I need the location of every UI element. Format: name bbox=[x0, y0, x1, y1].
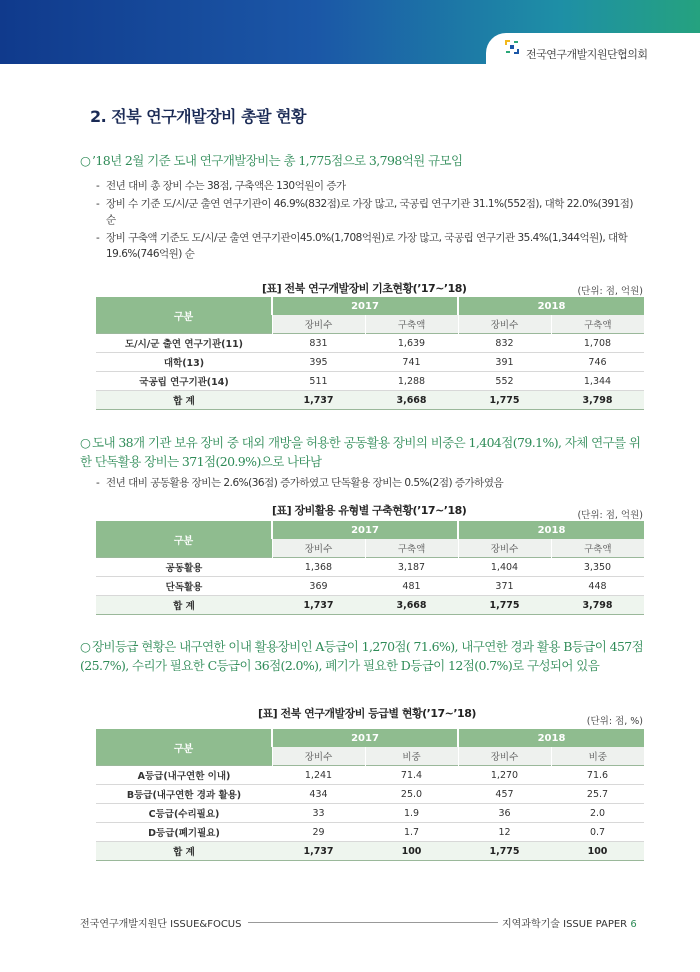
table-header-group: 구분 bbox=[96, 297, 272, 334]
table-header-year: 2018 bbox=[458, 297, 644, 315]
point-1 bbox=[80, 151, 650, 170]
cell: 29 bbox=[272, 823, 365, 842]
table-header-sub: 비중 bbox=[365, 747, 458, 766]
table-header-sub: 구축액 bbox=[365, 315, 458, 334]
footer-right bbox=[502, 915, 637, 930]
cell: 391 bbox=[458, 353, 551, 372]
cell: 25.0 bbox=[365, 785, 458, 804]
table-total-row bbox=[96, 391, 644, 410]
table-row bbox=[96, 766, 644, 785]
bullet-item: - 전년 대비 총 장비 수는 38점, 구축액은 130억원이 증가 bbox=[96, 178, 644, 194]
point-3-text: 장비등급 현황은 내구연한 이내 활용장비인 A등급이 1,270점( 71.6%), 내구연한 경과 활용 B등급이 457점(25.7%), 수리가 필요한 C등급이 36점(2.0%), 폐기가 필요한 D등급이 12점(0.7%)로 구성되어 있음 bbox=[80, 639, 644, 673]
table-2 bbox=[96, 521, 644, 615]
table-3-caption: [표] 전북 연구개발장비 등급별 현황(’17~’18) bbox=[258, 707, 476, 720]
table-row bbox=[96, 823, 644, 842]
cell: 481 bbox=[365, 577, 458, 596]
table-header-year: 2017 bbox=[272, 521, 458, 539]
total-label: 합 계 bbox=[96, 391, 272, 410]
cell: 36 bbox=[458, 804, 551, 823]
cell: 0.7 bbox=[551, 823, 644, 842]
table-header-sub: 장비수 bbox=[458, 747, 551, 766]
section-title: 2. 전북 연구개발장비 총괄 현황 bbox=[90, 107, 306, 126]
table-3 bbox=[96, 729, 644, 861]
header-org-tab bbox=[486, 33, 700, 70]
table-3-unit: (단위: 점, %) bbox=[586, 716, 643, 727]
cell: 1,737 bbox=[272, 842, 365, 861]
table-total-row bbox=[96, 842, 644, 861]
row-label: 단독활용 bbox=[96, 577, 272, 596]
cell: 3,798 bbox=[551, 391, 644, 410]
table-row bbox=[96, 372, 644, 391]
cell: 33 bbox=[272, 804, 365, 823]
point-1-text: ’18년 2월 기준 도내 연구개발장비는 총 1,775점으로 3,798억원 규모임 bbox=[92, 153, 463, 168]
circle-bullet-icon: ○ bbox=[80, 435, 91, 450]
cell: 1,404 bbox=[458, 558, 551, 577]
circle-bullet-icon: ○ bbox=[80, 639, 91, 654]
row-label: D등급(폐기필요) bbox=[96, 823, 272, 842]
cell: 371 bbox=[458, 577, 551, 596]
cell: 3,668 bbox=[365, 596, 458, 615]
point-1-bullets bbox=[96, 178, 644, 264]
cell: 3,350 bbox=[551, 558, 644, 577]
table-row bbox=[96, 353, 644, 372]
cell: 1,708 bbox=[551, 334, 644, 353]
table-header-sub: 장비수 bbox=[272, 747, 365, 766]
cell: 746 bbox=[551, 353, 644, 372]
table-header-sub: 장비수 bbox=[272, 315, 365, 334]
table-header-sub: 장비수 bbox=[272, 539, 365, 558]
point-3 bbox=[80, 637, 650, 675]
table-header-group: 구분 bbox=[96, 521, 272, 558]
row-label: B등급(내구연한 경과 활용) bbox=[96, 785, 272, 804]
table-header-sub: 장비수 bbox=[458, 539, 551, 558]
footer-right-text: 지역과학기술 ISSUE PAPER bbox=[502, 919, 628, 930]
table-1 bbox=[96, 297, 644, 410]
cell: 831 bbox=[272, 334, 365, 353]
row-label: 공동활용 bbox=[96, 558, 272, 577]
total-label: 합 계 bbox=[96, 596, 272, 615]
table-total-row bbox=[96, 596, 644, 615]
table-header-sub: 장비수 bbox=[458, 315, 551, 334]
table-row bbox=[96, 577, 644, 596]
row-label: 대학(13) bbox=[96, 353, 272, 372]
table-row bbox=[96, 334, 644, 353]
cell: 1,775 bbox=[458, 842, 551, 861]
circle-bullet-icon: ○ bbox=[80, 153, 91, 168]
cell: 1.7 bbox=[365, 823, 458, 842]
page-number: 6 bbox=[630, 919, 637, 930]
org-logo-icon bbox=[504, 39, 520, 55]
row-label: A등급(내구연한 이내) bbox=[96, 766, 272, 785]
table-header-year: 2017 bbox=[272, 729, 458, 747]
cell: 369 bbox=[272, 577, 365, 596]
cell: 395 bbox=[272, 353, 365, 372]
cell: 511 bbox=[272, 372, 365, 391]
cell: 100 bbox=[365, 842, 458, 861]
row-label: C등급(수리필요) bbox=[96, 804, 272, 823]
table-2-caption: [표] 장비활용 유형별 구축현황(’17~’18) bbox=[272, 504, 467, 517]
cell: 448 bbox=[551, 577, 644, 596]
cell: 25.7 bbox=[551, 785, 644, 804]
cell: 100 bbox=[551, 842, 644, 861]
cell: 1,270 bbox=[458, 766, 551, 785]
footer-left: 전국연구개발지원단 ISSUE&FOCUS bbox=[80, 919, 242, 930]
cell: 12 bbox=[458, 823, 551, 842]
cell: 1,241 bbox=[272, 766, 365, 785]
table-header-sub: 구축액 bbox=[551, 315, 644, 334]
table-header-sub: 구축액 bbox=[551, 539, 644, 558]
table-row bbox=[96, 785, 644, 804]
table-header-year: 2018 bbox=[458, 521, 644, 539]
org-name: 전국연구개발지원단협의회 bbox=[526, 48, 648, 61]
cell: 457 bbox=[458, 785, 551, 804]
bullet-item: - 장비 구축액 기준도 도/시/군 출연 연구기관이45.0%(1,708억원)로 가장 많고, 국공립 연구기관 35.4%(1,344억원), 대학 19.6%(746억원) 순 bbox=[96, 230, 644, 262]
table-2-unit: (단위: 점, 억원) bbox=[577, 510, 643, 521]
cell: 1.9 bbox=[365, 804, 458, 823]
point-2-text: 도내 38개 기관 보유 장비 중 대외 개방을 허용한 공동활용 장비의 비중은 1,404점(79.1%), 자체 연구를 위한 단독활용 장비는 371점(20.9%)으로 나타남 bbox=[80, 435, 641, 469]
point-2-bullets bbox=[96, 475, 644, 493]
table-1-caption: [표] 전북 연구개발장비 기초현황(’17~’18) bbox=[262, 282, 467, 295]
bullet-item: - 전년 대비 공동활용 장비는 2.6%(36점) 증가하였고 단독활용 장비는 0.5%(2점) 증가하였음 bbox=[96, 475, 644, 491]
table-row bbox=[96, 558, 644, 577]
cell: 1,737 bbox=[272, 391, 365, 410]
cell: 3,668 bbox=[365, 391, 458, 410]
cell: 1,288 bbox=[365, 372, 458, 391]
cell: 71.4 bbox=[365, 766, 458, 785]
total-label: 합 계 bbox=[96, 842, 272, 861]
bullet-item: - 장비 수 기준 도/시/군 출연 연구기관이 46.9%(832점)로 가장 많고, 국공립 연구기관 31.1%(552점), 대학 22.0%(391점) 순 bbox=[96, 196, 644, 228]
footer-divider bbox=[248, 922, 498, 923]
cell: 552 bbox=[458, 372, 551, 391]
cell: 434 bbox=[272, 785, 365, 804]
row-label: 국공립 연구기관(14) bbox=[96, 372, 272, 391]
table-1-unit: (단위: 점, 억원) bbox=[577, 286, 643, 297]
table-header-sub: 구축액 bbox=[365, 539, 458, 558]
cell: 1,737 bbox=[272, 596, 365, 615]
table-header-group: 구분 bbox=[96, 729, 272, 766]
cell: 1,775 bbox=[458, 391, 551, 410]
cell: 1,344 bbox=[551, 372, 644, 391]
cell: 1,639 bbox=[365, 334, 458, 353]
table-header-sub: 비중 bbox=[551, 747, 644, 766]
table-header-year: 2017 bbox=[272, 297, 458, 315]
cell: 1,368 bbox=[272, 558, 365, 577]
cell: 1,775 bbox=[458, 596, 551, 615]
cell: 3,187 bbox=[365, 558, 458, 577]
cell: 741 bbox=[365, 353, 458, 372]
cell: 2.0 bbox=[551, 804, 644, 823]
table-row bbox=[96, 804, 644, 823]
cell: 71.6 bbox=[551, 766, 644, 785]
table-header-year: 2018 bbox=[458, 729, 644, 747]
cell: 832 bbox=[458, 334, 551, 353]
row-label: 도/시/군 출연 연구기관(11) bbox=[96, 334, 272, 353]
point-2 bbox=[80, 433, 650, 471]
cell: 3,798 bbox=[551, 596, 644, 615]
